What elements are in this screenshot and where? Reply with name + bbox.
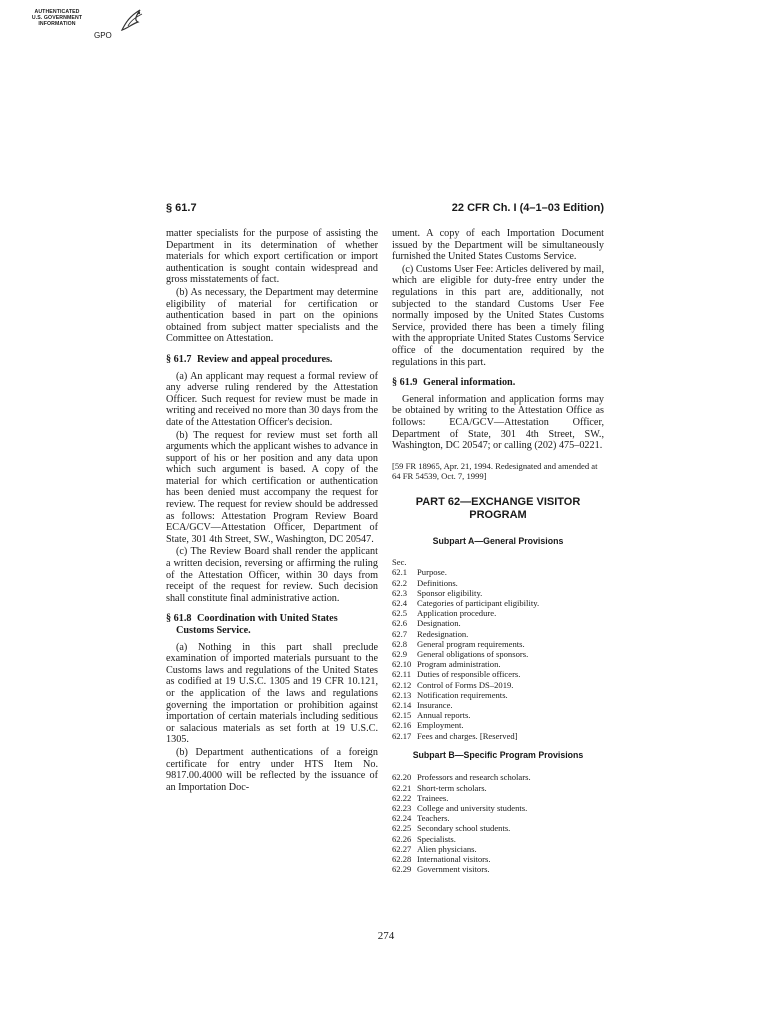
toc-section-title: Alien physicians.: [417, 843, 477, 854]
toc-section-title: Categories of participant eligibility.: [417, 597, 540, 608]
toc-section-title: Duties of responsible officers.: [417, 669, 521, 680]
toc-entry: [392, 823, 604, 833]
toc-entry: [392, 578, 604, 588]
toc-section-title: General program requirements.: [417, 638, 525, 649]
toc-section-number: 62.2: [392, 577, 408, 588]
paragraph: matter specialists for the purpose of assisting the Department in its determination of whether materials for which export certification or import authentication is sought contain widespread and gross misstatements of fact.: [166, 228, 378, 286]
toc-entry: [392, 618, 604, 628]
toc-section-title: Redesignation.: [417, 628, 469, 639]
toc-section-title: Government visitors.: [417, 864, 490, 875]
subpart-a-heading: Subpart A—General Provisions: [432, 535, 564, 546]
toc-entry: [392, 731, 604, 741]
header-edition: 22 CFR Ch. I (4–1–03 Edition): [451, 202, 604, 214]
gpo-label: GPO: [94, 31, 112, 40]
toc-section-title: Short-term scholars.: [417, 782, 487, 793]
toc-section-title: General obligations of sponsors.: [417, 648, 529, 659]
toc-section-title: Fees and charges. [Reserved]: [417, 730, 518, 741]
toc-section-number: 62.25: [392, 823, 412, 834]
source-citation: [59 FR 18965, Apr. 21, 1994. Redesignated and amended at 64 FR 54539, Oct. 7, 1999]: [392, 460, 598, 482]
toc-section-number: 62.24: [392, 813, 412, 824]
page-number: 274: [377, 930, 395, 942]
toc-section-number: 62.23: [392, 802, 412, 813]
table-of-contents-subpart-b: [392, 772, 604, 874]
toc-section-number: 62.22: [392, 792, 412, 803]
toc-entry: [392, 690, 604, 700]
section-number: § 61.9: [392, 377, 418, 389]
toc-section-number: 62.27: [392, 843, 412, 854]
section-number: § 61.7: [166, 353, 192, 365]
paragraph: (b) Department authentications of a foreign certificate for entry under HTS Item No. 9817.00.4000 will be reflected by the issuance of an Importation Doc-: [166, 746, 378, 793]
paragraph: (b) As necessary, the Department may determine eligibility of material for certification or authentication based in part on the opinions obtained from subject matter specialists and the Committee on Attestation.: [166, 286, 378, 345]
right-column: [392, 228, 604, 874]
toc-entry: [392, 720, 604, 730]
toc-section-title: Program administration.: [417, 659, 501, 670]
part-title: PART 62—EXCHANGE VISITOR PROGRAM: [415, 495, 581, 521]
toc-section-number: 62.6: [392, 618, 408, 629]
toc-entry: [392, 803, 604, 813]
toc-section-title: Trainees.: [417, 792, 449, 803]
toc-entry: [392, 793, 604, 803]
toc-entry: [392, 629, 604, 639]
running-head: [166, 202, 604, 218]
paragraph: (b) The request for review must set forth all arguments which the applicant wishes to advance in support of his or her position and any data upon which such argument is based. A copy of the material for which certification or authentication has been denied must accompany the request for review. The request for review should be addressed as follows: Attestation Program Review Board ECA/GCV—Attestation Officer, Department of State, 301 4th Street, SW., Washington, DC 20547.: [166, 429, 378, 545]
toc-section-number: 62.11: [392, 669, 412, 680]
gpo-authentication-logo: [26, 6, 144, 46]
toc-section-title: Secondary school students.: [417, 823, 511, 834]
toc-section-title: International visitors.: [417, 853, 491, 864]
toc-entry: [392, 567, 604, 577]
toc-section-title: Definitions.: [417, 577, 458, 588]
table-of-contents-subpart-a: [392, 567, 604, 740]
section-title: Coordination with United States Customs Service.: [176, 613, 338, 636]
toc-section-number: 62.3: [392, 587, 408, 598]
toc-section-title: Sponsor eligibility.: [417, 587, 483, 598]
toc-section-number: 62.16: [392, 720, 412, 731]
section-title: Review and appeal procedures.: [197, 353, 333, 365]
header-section-number: § 61.7: [166, 202, 197, 214]
left-column: [166, 228, 378, 794]
toc-entry: [392, 669, 604, 679]
toc-section-number: 62.20: [392, 772, 412, 783]
toc-entry: [392, 588, 604, 598]
paragraph: General information and application forms may be obtained by writing to the Attestation Office as follows: ECA/GCV—Attestation Officer, Department of State, 301 4th Street, SW., Washington, DC 20547; or calling (202) 475–0221.: [392, 393, 604, 452]
section-heading-61-9: [392, 377, 604, 389]
toc-entry: [392, 649, 604, 659]
toc-section-number: 62.17: [392, 730, 412, 741]
authenticated-text: AUTHENTICATED U.S. GOVERNMENT INFORMATION: [31, 9, 83, 28]
toc-entry: [392, 710, 604, 720]
toc-section-title: College and university students.: [417, 802, 528, 813]
toc-section-title: Professors and research scholars.: [417, 772, 531, 783]
section-heading-61-7: [166, 354, 378, 366]
toc-section-title: Specialists.: [417, 833, 456, 844]
toc-section-title: Designation.: [417, 618, 461, 629]
paragraph: (a) An applicant may request a formal review of any adverse ruling rendered by the Attestation Officer. Such request for review must be made in writing and received no more than 30 days from the date of the Attestation Officer's decision.: [166, 370, 378, 428]
toc-section-number: 62.7: [392, 628, 408, 639]
toc-section-title: Notification requirements.: [417, 689, 508, 700]
paragraph: (c) Customs User Fee: Articles delivered by mail, which are eligible for duty-free entry under the regulations in this part are, additionally, not subjected to the standard Customs User Fee normally imposed by the United States Customs Service, provided there has been a timely filing with the appropriate United States Customs Service office of the documentation required by the regulations in this part.: [392, 263, 605, 368]
toc-section-number: 62.14: [392, 699, 412, 710]
section-number: § 61.8: [166, 613, 192, 625]
toc-section-title: Application procedure.: [417, 608, 497, 619]
toc-section-title: Insurance.: [417, 699, 453, 710]
toc-section-title: Purpose.: [417, 567, 447, 578]
section-title: General information.: [423, 377, 516, 389]
eagle-icon: [118, 6, 146, 34]
toc-entry: [392, 864, 604, 874]
toc-section-title: Annual reports.: [417, 710, 471, 721]
toc-section-number: 62.9: [392, 648, 408, 659]
toc-section-number: 62.29: [392, 864, 412, 875]
toc-entry: [392, 834, 604, 844]
toc-section-title: Control of Forms DS–2019.: [417, 679, 514, 690]
toc-entry: [392, 598, 604, 608]
toc-section-number: 62.4: [392, 597, 408, 608]
toc-section-number: 62.28: [392, 853, 412, 864]
toc-entry: [392, 680, 604, 690]
sec-label: Sec.: [392, 557, 407, 568]
toc-section-number: 62.5: [392, 608, 408, 619]
toc-entry: [392, 639, 604, 649]
toc-section-number: 62.15: [392, 710, 412, 721]
toc-section-number: 62.26: [392, 833, 412, 844]
section-heading-61-8: [166, 613, 378, 636]
toc-section-number: 62.8: [392, 638, 408, 649]
toc-section-number: 62.1: [392, 567, 408, 578]
toc-section-number: 62.21: [392, 782, 412, 793]
toc-section-number: 62.10: [392, 659, 412, 670]
toc-entry: [392, 854, 604, 864]
toc-entry: [392, 783, 604, 793]
paragraph: (a) Nothing in this part shall preclude examination of imported materials pursuant to the Customs laws and regulations of the United States as codified at 19 U.S.C. 1305 and 19 CFR 10.121, or the application of the laws and regulations governing the importation or prohibition against importation of certain materials including seditious or salacious materials as set forth at 19 U.S.C. 1305.: [166, 641, 378, 746]
toc-section-title: Teachers.: [417, 813, 450, 824]
toc-entry: [392, 813, 604, 823]
toc-section-title: Employment.: [417, 720, 464, 731]
paragraph: (c) The Review Board shall render the applicant a written decision, reversing or affirming the ruling of the Attestation Officer, within 30 days from receipt of the request for review. Such decision shall constitute final administrative action.: [166, 546, 378, 604]
subpart-b-heading: Subpart B—Specific Program Provisions: [412, 749, 584, 760]
toc-entry: [392, 844, 604, 854]
toc-entry: [392, 659, 604, 669]
toc-entry: [392, 772, 604, 782]
toc-entry: [392, 700, 604, 710]
toc-section-number: 62.12: [392, 679, 412, 690]
paragraph: ument. A copy of each Importation Document issued by the Department will be simultaneously furnished the United States Customs Service.: [392, 228, 604, 263]
toc-section-number: 62.13: [392, 689, 412, 700]
toc-entry: [392, 608, 604, 618]
